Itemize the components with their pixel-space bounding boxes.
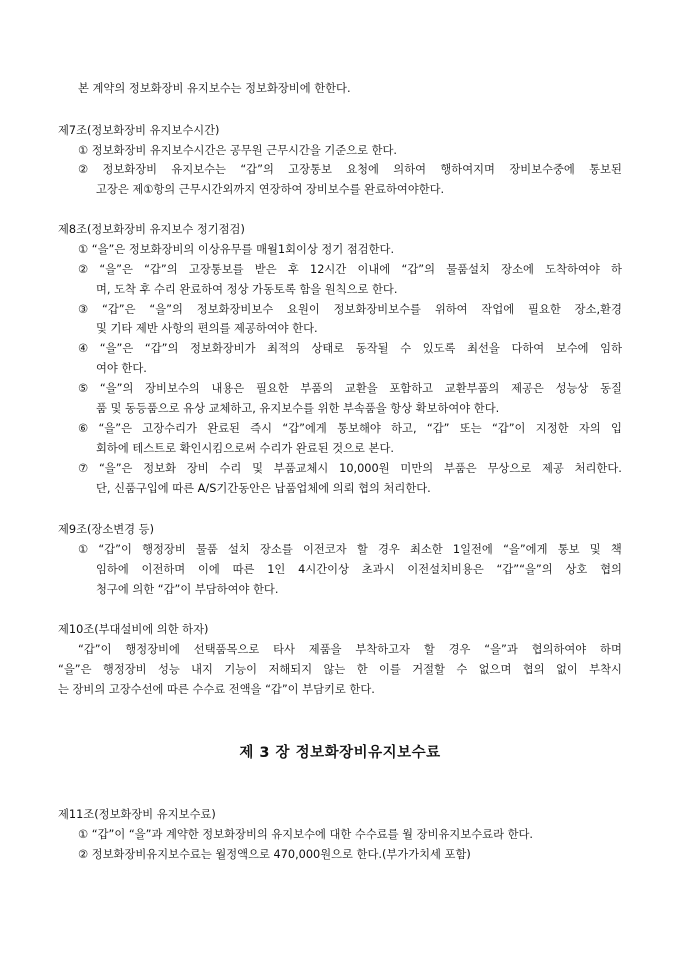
- article-7-title: 제7조(정보화장비 유지보수시간): [58, 124, 220, 137]
- word: 수: [456, 663, 468, 676]
- word: “을”은: [99, 263, 133, 276]
- word: 경우: [377, 543, 400, 556]
- word: 정보화장비: [102, 163, 158, 176]
- word: 상태로: [311, 342, 345, 355]
- word: 하: [611, 263, 622, 276]
- word: 작업에: [481, 303, 515, 316]
- article-10-line-3: 는 장비의 고장수선에 따른 수수료 전액을 “갑”이 부담키로 한다.: [58, 683, 375, 696]
- word: 성능상: [555, 382, 589, 395]
- article-8-item-5-line-1: [78, 382, 622, 396]
- word: 타사: [273, 643, 295, 656]
- article-10-title: 제10조(부대설비에 의한 하자): [58, 623, 209, 636]
- word: “을”의: [99, 382, 134, 395]
- word: 행정장비에: [125, 643, 180, 656]
- word: 따른: [232, 563, 255, 576]
- word: 지정한: [535, 422, 569, 435]
- article-8-title: 제8조(정보화장비 유지보수 정기점검): [58, 223, 245, 236]
- word: 물품: [195, 543, 218, 556]
- word: “을”은: [98, 422, 132, 435]
- word: 협의하여야: [531, 643, 587, 656]
- word: “갑”이: [491, 422, 526, 435]
- word: 의하여: [393, 163, 427, 176]
- word: 최적의: [267, 342, 300, 355]
- article-8-item-3-line-2: 및 기타 제반 사항의 편의를 제공하여야 한다.: [96, 322, 318, 335]
- word: 필요한: [255, 382, 289, 395]
- word: ⑦: [78, 462, 89, 475]
- word: 하며: [600, 643, 622, 656]
- word: 제공: [541, 462, 564, 475]
- word: 없이: [555, 663, 578, 676]
- article-10-line-2: [58, 663, 622, 677]
- word: 위하여: [434, 303, 468, 316]
- word: 또는: [459, 422, 482, 435]
- word: 자의: [578, 422, 601, 435]
- article-8-item-7-line-1: [78, 462, 622, 476]
- word: 고장수리가: [142, 422, 197, 435]
- word: 내지: [191, 663, 213, 676]
- word: ⑤: [78, 382, 89, 395]
- word: 부품교체시: [273, 462, 329, 475]
- word: 상호: [565, 563, 588, 576]
- word: 하고,: [391, 422, 417, 435]
- word: 다하여: [511, 342, 545, 355]
- word: 정보화: [143, 462, 177, 475]
- word: “을”과: [484, 643, 518, 656]
- word: 필요한: [528, 303, 561, 316]
- word: “갑”에게: [282, 422, 327, 435]
- word: “갑”: [426, 422, 450, 435]
- word: ①: [78, 543, 89, 556]
- word: 임하: [600, 342, 622, 355]
- word: 장비보수중에: [509, 163, 575, 176]
- word: 후: [287, 263, 299, 276]
- word: 이를: [379, 663, 401, 676]
- word: 고장통보를: [188, 263, 244, 276]
- article-8-item-4-line-1: [78, 342, 622, 356]
- word: 최선을: [467, 342, 500, 355]
- word: 교환부품의: [444, 382, 500, 395]
- word: 한: [356, 663, 368, 676]
- word: “갑”“을”의: [496, 563, 553, 576]
- word: 설치: [227, 543, 250, 556]
- word: “을”은: [99, 342, 134, 355]
- word: 10,000원: [339, 462, 390, 475]
- word: 보수에: [555, 342, 589, 355]
- word: ②: [78, 263, 89, 276]
- word: 장소를: [260, 543, 293, 556]
- word: 정보화장비보수: [196, 303, 274, 316]
- word: “갑”의: [144, 342, 179, 355]
- word: 이내에: [357, 263, 391, 276]
- article-9-item-1-line-2: [96, 563, 622, 577]
- word: 동작될: [355, 342, 389, 355]
- word: 이전설치비용은: [407, 563, 484, 576]
- article-9-item-1-line-3: 청구에 의한 “갑”이 부담하여야 한다.: [96, 583, 279, 596]
- word: “갑”은: [102, 303, 136, 316]
- article-10-line-1: [78, 643, 622, 657]
- word: “을”은: [58, 663, 92, 676]
- word: “갑”이: [98, 543, 132, 556]
- word: 부착하고자: [355, 643, 410, 656]
- word: 포함하고: [389, 382, 434, 395]
- word: 미만의: [400, 462, 434, 475]
- word: ④: [78, 342, 89, 355]
- word: 거절할: [412, 663, 445, 676]
- article-8-item-2-line-1: [78, 263, 622, 277]
- word: 않는: [323, 663, 346, 676]
- word: 입: [610, 422, 622, 435]
- article-8-item-2-line-2: 며, 도착 후 수리 완료하여 정상 가동토록 함을 원칙으로 한다.: [96, 283, 398, 296]
- word: ③: [78, 303, 89, 316]
- word: 정보화장비보수를: [333, 303, 421, 316]
- word: 책: [610, 543, 622, 556]
- word: 교환을: [344, 382, 378, 395]
- word: 없으며: [478, 663, 512, 676]
- word: 할: [356, 543, 368, 556]
- word: 통보된: [589, 163, 622, 176]
- word: 12시간: [310, 263, 347, 276]
- word: 수리: [219, 462, 242, 475]
- word: 이전하며: [141, 563, 186, 576]
- word: 동질: [600, 382, 622, 395]
- article-9-item-1-line-1: [78, 543, 622, 557]
- word: 장소,환경: [574, 303, 622, 316]
- word: 완료된: [207, 422, 240, 435]
- word: 저해되지: [268, 663, 313, 676]
- word: 선택품목으로: [193, 643, 260, 656]
- word: “을”에게: [503, 543, 548, 556]
- word: 유지보수는: [171, 163, 226, 176]
- word: 제공은: [511, 382, 544, 395]
- intro-line: 본 계약의 정보화장비 유지보수는 정보화장비에 한한다.: [78, 82, 351, 95]
- word: 정보화장비가: [190, 342, 256, 355]
- word: “갑”의: [240, 163, 274, 176]
- word: “을”은: [98, 462, 133, 475]
- article-8-item-4-line-2: 여야 한다.: [96, 362, 147, 375]
- word: 무상으로: [487, 462, 532, 475]
- word: 수: [400, 342, 412, 355]
- word: 이전코자: [302, 543, 347, 556]
- word: 부품은: [443, 462, 477, 475]
- word: 최소한: [409, 543, 443, 556]
- article-7-item-1: ① 정보화장비 유지보수시간은 공무원 근무시간을 기준으로 한다.: [78, 144, 397, 157]
- chapter-3-heading: 제 3 장 정보화장비유지보수료: [239, 745, 441, 761]
- article-8-item-5-line-2: 품 및 동등품으로 유상 교체하고, 유지보수를 위한 부속품을 항상 확보하여야 한다.: [96, 402, 500, 415]
- word: 부품의: [300, 382, 334, 395]
- word: 요청에: [346, 163, 379, 176]
- word: 내용은: [211, 382, 245, 395]
- article-11-title: 제11조(정보화장비 유지보수료): [58, 808, 216, 821]
- word: 이에: [198, 563, 220, 576]
- word: 할: [423, 643, 435, 656]
- word: 및: [589, 543, 601, 556]
- word: 장비: [186, 462, 209, 475]
- article-8-item-6-line-1: [78, 422, 622, 436]
- word: 행정장비: [142, 543, 186, 556]
- word: 경우: [448, 643, 471, 656]
- word: 초과시: [361, 563, 395, 576]
- article-7-item-2-line-2: 고장은 제①항의 근무시간외까지 연장하여 장비보수를 완료하여야한다.: [96, 183, 445, 196]
- word: 있도록: [422, 342, 456, 355]
- word: “갑”의: [144, 263, 178, 276]
- article-11-item-2: ② 정보화장비유지보수료는 월정액으로 470,000원으로 한다.(부가가치세 포함): [78, 848, 471, 861]
- word: 성능: [157, 663, 180, 676]
- word: 1인: [267, 563, 286, 576]
- article-7-item-2-line-1: [78, 163, 622, 177]
- article-8-item-7-line-2: 단, 신품구입에 따른 A/S기간동안은 납품업체에 의뢰 협의 처리한다.: [96, 482, 431, 495]
- word: 행정장비: [102, 663, 147, 676]
- word: 즉시: [250, 422, 273, 435]
- word: 통보: [557, 543, 580, 556]
- word: 도착하여야: [545, 263, 600, 276]
- article-8-item-1: ① “을”은 정보화장비의 이상유무를 매월1회이상 정기 점검한다.: [78, 243, 395, 256]
- word: 장소에: [501, 263, 534, 276]
- article-9-title: 제9조(장소변경 등): [58, 523, 154, 536]
- word: 기능이: [224, 663, 258, 676]
- article-8-item-6-line-2: 회하에 테스트로 확인시킴으로써 수리가 완료된 것으로 본다.: [96, 442, 394, 455]
- word: 협의: [522, 663, 545, 676]
- word: 물품설치: [446, 263, 490, 276]
- word: 받은: [254, 263, 277, 276]
- word: 및: [252, 462, 263, 475]
- word: 처리한다.: [574, 462, 622, 475]
- word: “을”의: [149, 303, 183, 316]
- word: ⑥: [78, 422, 89, 435]
- word: 제품을: [308, 643, 342, 656]
- word: 요원이: [287, 303, 320, 316]
- word: 1일전에: [452, 543, 493, 556]
- word: 행하여지며: [440, 163, 495, 176]
- word: “갑”이: [78, 643, 112, 656]
- word: 협의: [600, 563, 622, 576]
- word: 고장통보: [288, 163, 332, 176]
- word: “갑”의: [401, 263, 436, 276]
- word: 임하에: [96, 563, 129, 576]
- word: 통보해야: [337, 422, 381, 435]
- word: ②: [78, 163, 89, 176]
- word: 장비보수의: [145, 382, 200, 395]
- article-11-item-1: ① “갑”이 “을”과 계약한 정보화장비의 유지보수에 대한 수수료를 월 장비유지보수료라 한다.: [78, 828, 533, 841]
- article-8-item-3-line-1: [78, 303, 622, 317]
- word: 부착시: [589, 663, 622, 676]
- word: 4시간이상: [298, 563, 349, 576]
